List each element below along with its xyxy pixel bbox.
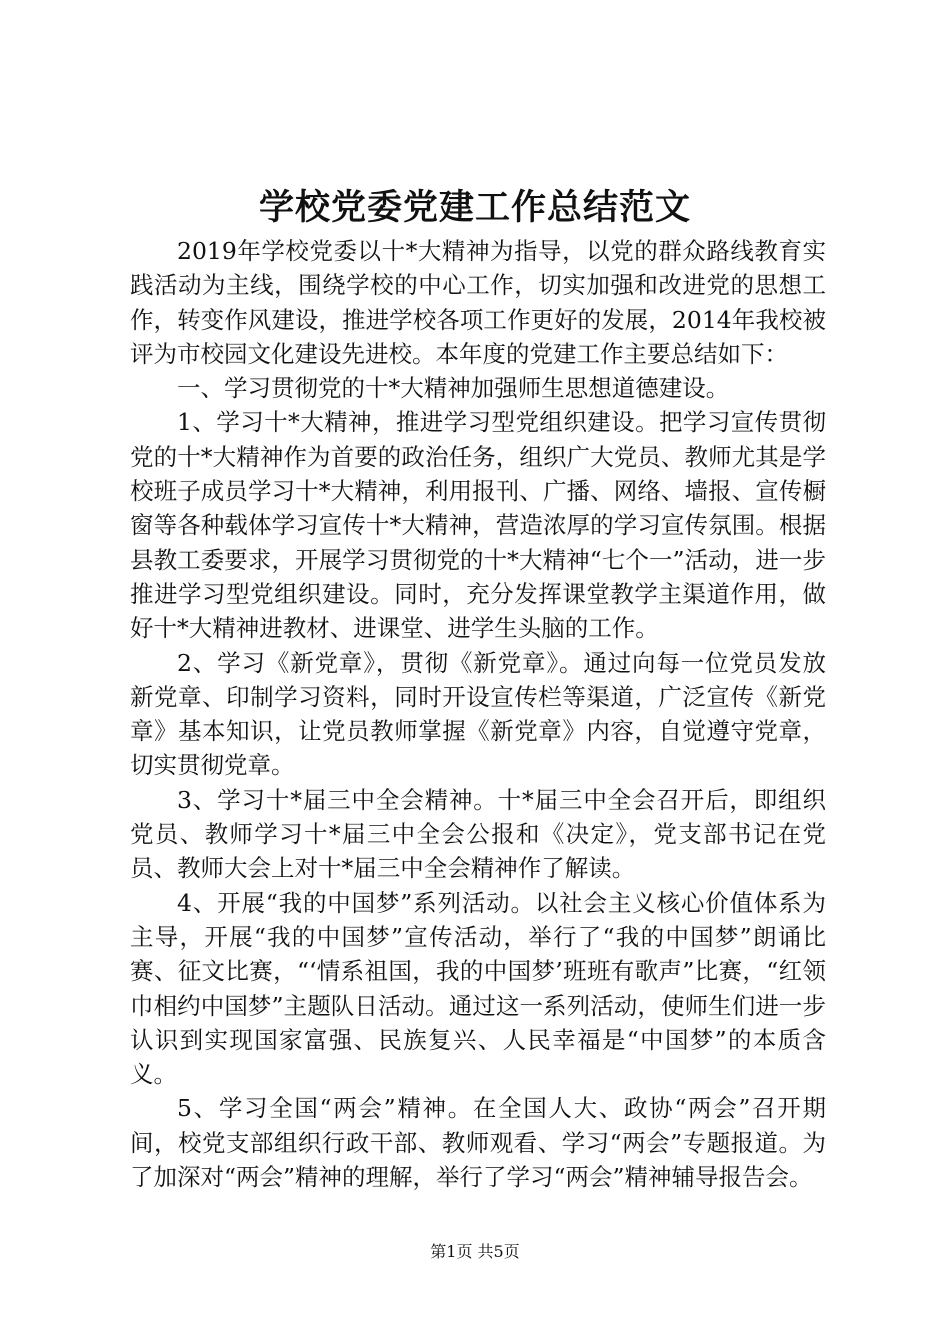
document-title: 学校党委党建工作总结范文: [258, 187, 691, 228]
paragraph-item-2: 2、学习《新党章》，贯彻《新党章》。通过向每一位党员发放新党章、印制学习资料，同时开设宣传栏等渠道，广泛宣传《新党章》基本知识，让党员教师掌握《新党章》内容，自觉遵守党章，切实贯彻党章。: [130, 648, 826, 780]
paragraph-intro: 2019年学校党委以十*大精神为指导，以党的群众路线教育实践活动为主线，围绕学校的中心工作，切实加强和改进党的思想工作，转变作风建设，推进学校各项工作更好的发展，2014年我校被评为市校园文化建设先进校。本年度的党建工作主要总结如下：: [130, 237, 826, 368]
paragraph-item-1: 1、学习十*大精神，推进学习型党组织建设。把学习宣传贯彻党的十*大精神作为首要的政治任务，组织广大党员、教师尤其是学校班子成员学习十*大精神，利用报刊、广播、网络、墙报、宣传橱窗等各种载体学习宣传十*大精神，营造浓厚的学习宣传氛围。根据县教工委要求，开展学习贯彻党的十*大精神“七个一”活动，进一步推进学习型党组织建设。同时，充分发挥课堂教学主渠道作用，做好十*大精神进教材、进课堂、进学生头脑的工作。: [130, 408, 826, 643]
document-body: [130, 234, 826, 1194]
paragraph-section-heading: 一、学习贯彻党的十*大精神加强师生思想道德建设。: [177, 374, 730, 403]
page-number-footer: 第1页 共5页: [430, 1242, 520, 1261]
paragraph-item-5: 5、学习全国“两会”精神。在全国人大、政协“两会”召开期间，校党支部组织行政干部、教师观看、学习“两会”专题报道。为了加深对“两会”精神的理解，举行了学习“两会”精神辅导报告会。: [130, 1094, 826, 1192]
paragraph-item-3: 3、学习十*届三中全会精神。十*届三中全会召开后，即组织党员、教师学习十*届三中全会公报和《决定》，党支部书记在党员、教师大会上对十*届三中全会精神作了解读。: [130, 785, 826, 883]
paragraph-item-4: 4、开展“我的中国梦”系列活动。以社会主义核心价值体系为主导，开展“我的中国梦”宣传活动，举行了“我的中国梦”朗诵比赛、征文比赛，“‘情系祖国，我的中国梦’班班有歌声”比赛，“红领巾相约中国梦”主题队日活动。通过这一系列活动，使师生们进一步认识到实现国家富强、民族复兴、人民幸福是“中国梦”的本质含义。: [130, 888, 826, 1089]
